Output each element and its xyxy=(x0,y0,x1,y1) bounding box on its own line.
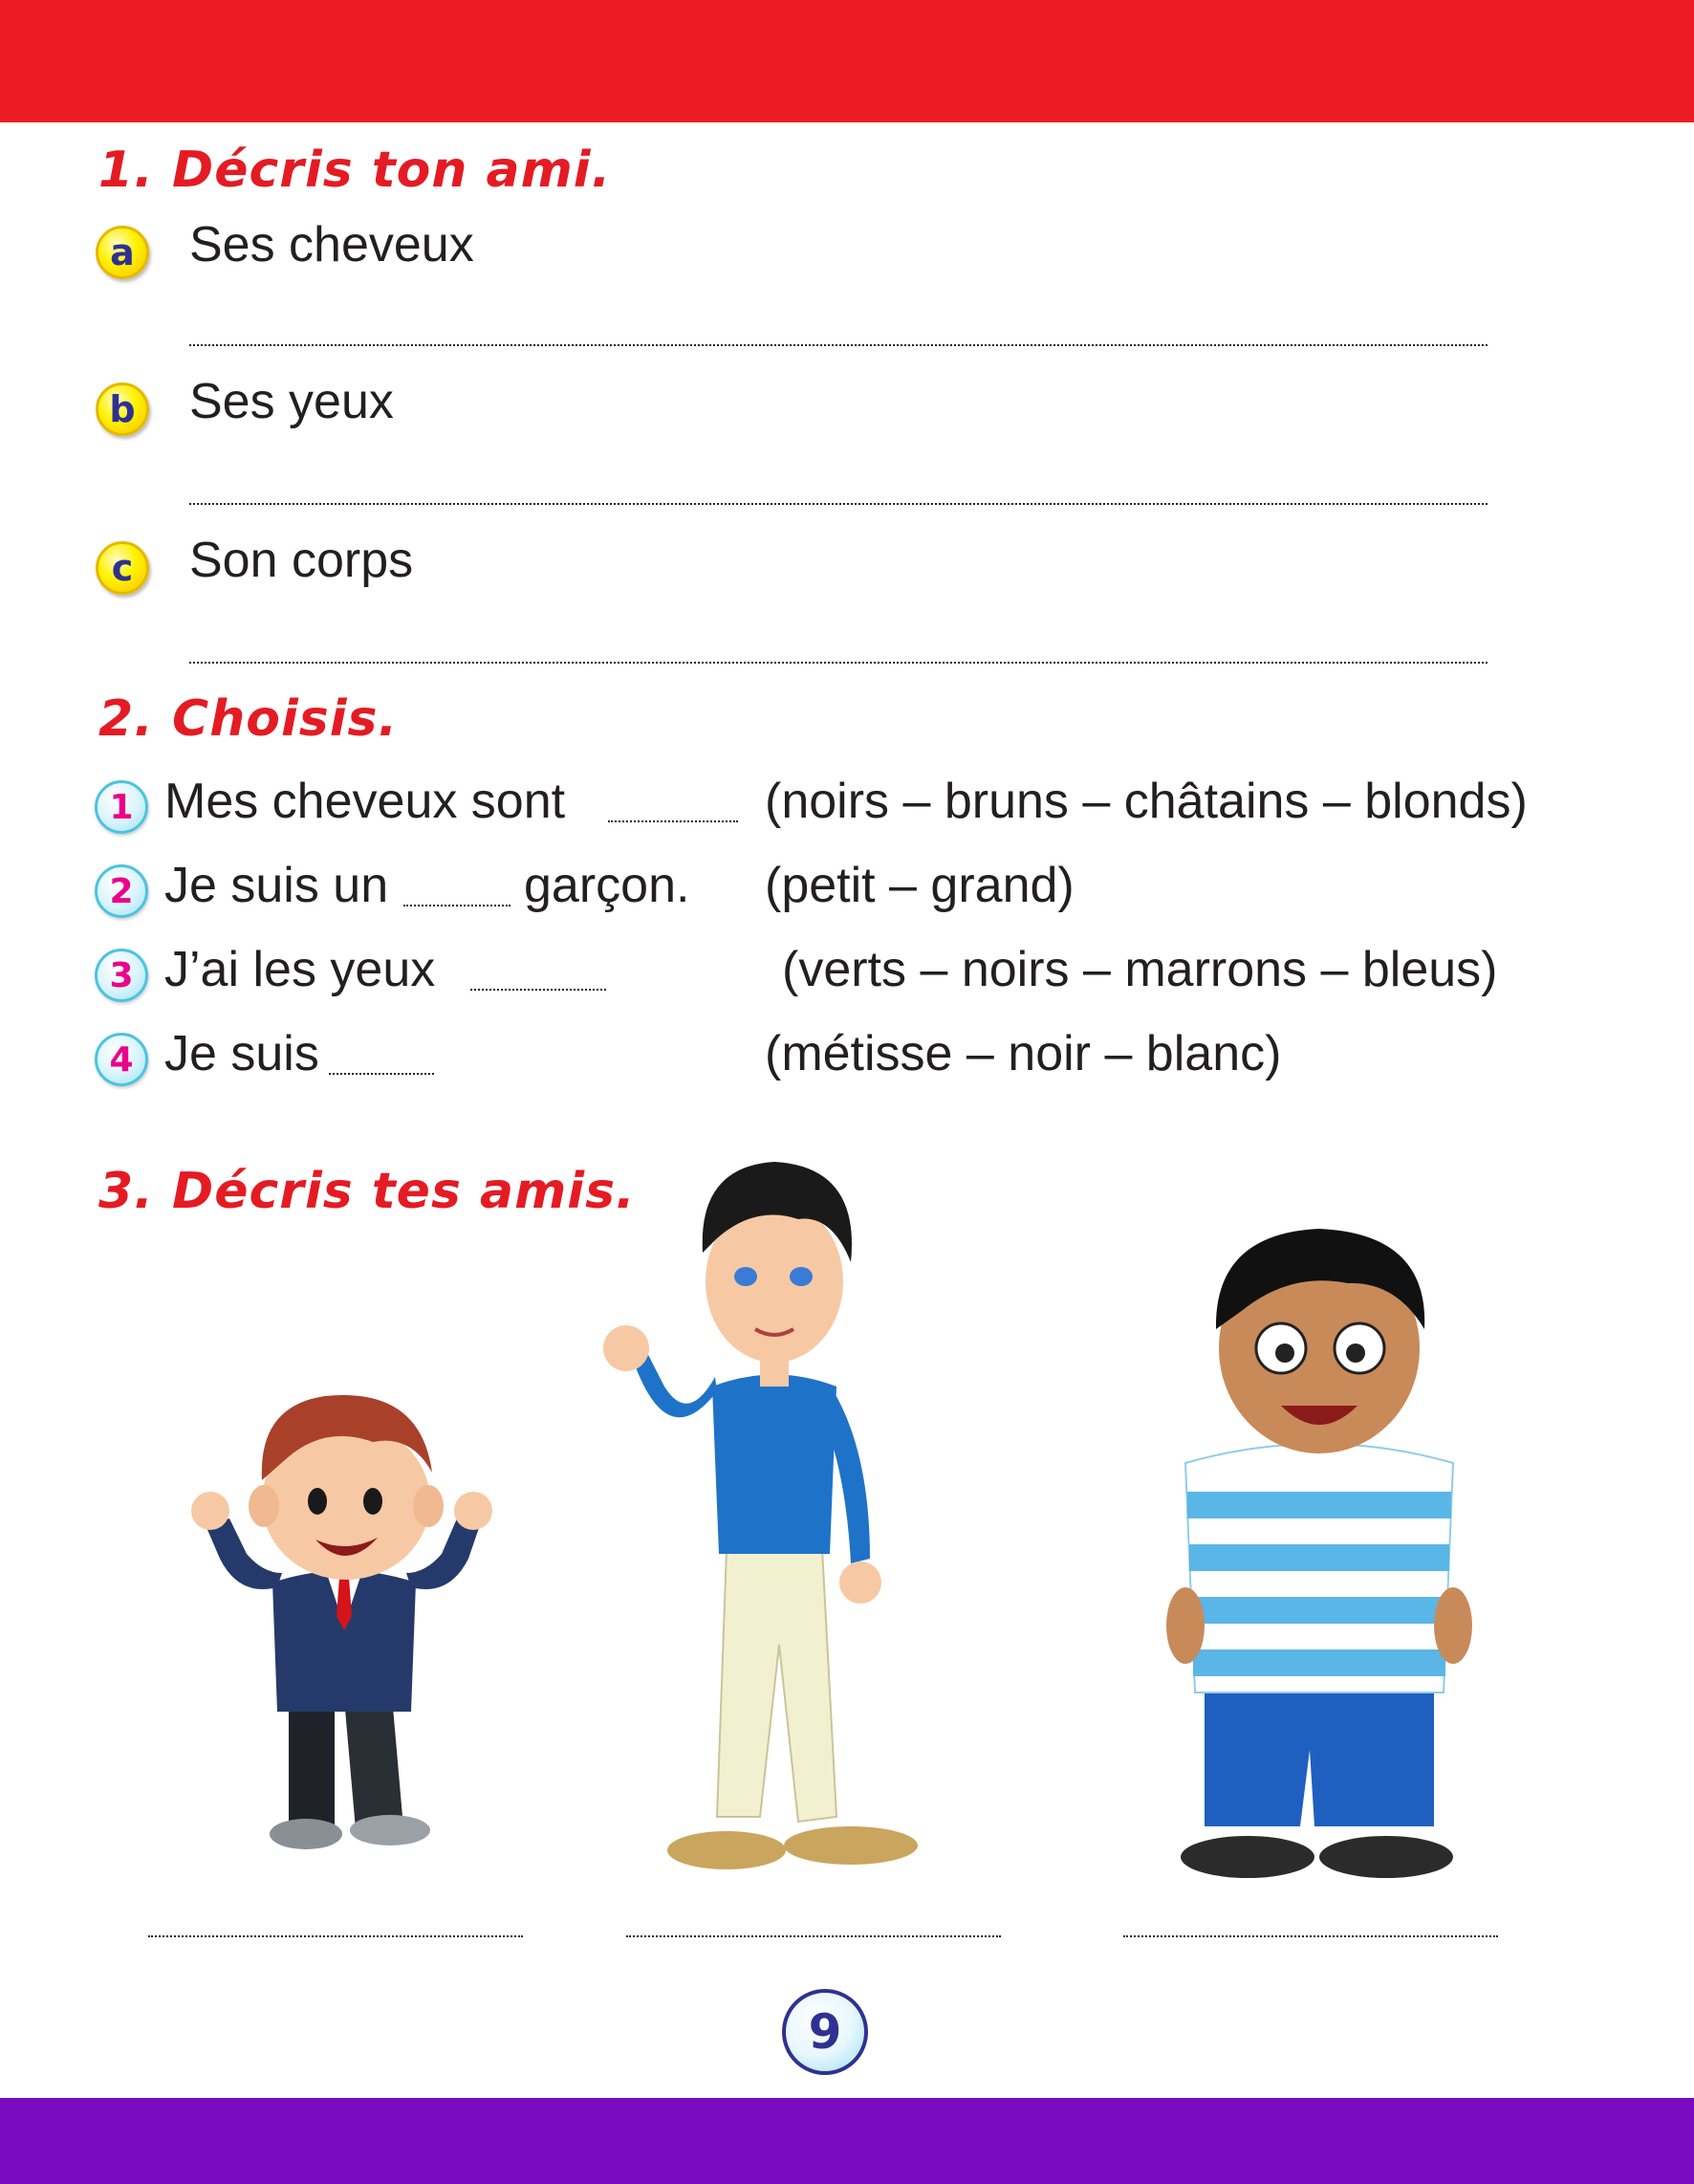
number-badge-2: 2 xyxy=(95,864,148,918)
badge-a: a xyxy=(96,226,149,279)
question-3-blank[interactable] xyxy=(470,989,606,991)
question-1-options: (noirs – bruns – châtains – blonds) xyxy=(765,774,1528,829)
badge-c: c xyxy=(96,541,149,595)
question-2-text: Je suis un xyxy=(164,858,389,913)
question-2-after: garçon. xyxy=(524,858,690,913)
tall-young-man-illustration xyxy=(583,1147,985,1893)
item-label-yeux: Ses yeux xyxy=(189,374,394,429)
section2-title: 2. Choisis. xyxy=(98,690,399,748)
question-4-blank[interactable] xyxy=(329,1073,434,1075)
question-1-text: Mes cheveux sont xyxy=(164,774,566,829)
figure1-answer-line[interactable] xyxy=(148,1935,523,1937)
page-number: 9 xyxy=(782,1989,868,2075)
bottom-color-band xyxy=(0,2098,1694,2184)
section1-title: 1. Décris ton ami. xyxy=(98,142,612,199)
question-3-options: (verts – noirs – marrons – bleus) xyxy=(782,942,1498,997)
badge-b: b xyxy=(96,382,149,436)
question-2-blank[interactable] xyxy=(403,905,510,906)
schoolboy-illustration xyxy=(182,1367,507,1884)
question-2-options: (petit – grand) xyxy=(765,858,1075,913)
item-label-cheveux: Ses cheveux xyxy=(189,217,474,273)
question-4-options: (métisse – noir – blanc) xyxy=(765,1026,1282,1081)
number-badge-1: 1 xyxy=(95,780,148,834)
number-badge-4: 4 xyxy=(95,1033,148,1086)
boy-striped-shirt-illustration xyxy=(1157,1214,1482,1903)
number-badge-3: 3 xyxy=(95,949,148,1002)
section3-title: 3. Décris tes amis. xyxy=(98,1163,636,1220)
answer-line-a[interactable] xyxy=(189,344,1488,346)
figure2-answer-line[interactable] xyxy=(626,1935,1001,1937)
answer-line-b[interactable] xyxy=(189,503,1488,505)
question-3-text: J’ai les yeux xyxy=(164,942,436,997)
question-1-blank[interactable] xyxy=(608,820,738,822)
answer-line-c[interactable] xyxy=(189,662,1488,664)
top-color-band xyxy=(0,0,1694,122)
question-4-text: Je suis xyxy=(164,1026,319,1081)
item-label-corps: Son corps xyxy=(189,533,414,588)
figure3-answer-line[interactable] xyxy=(1123,1935,1498,1937)
